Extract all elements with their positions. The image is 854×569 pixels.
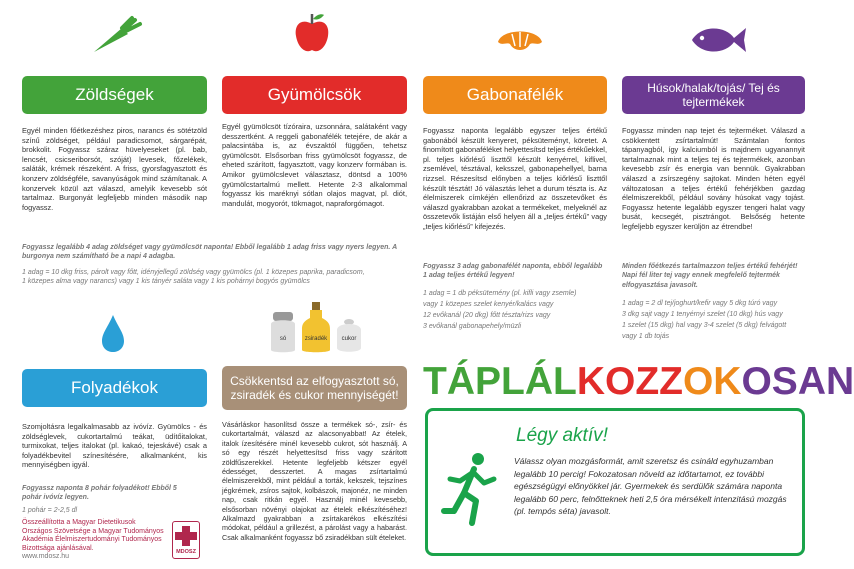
gyumolcsok-body: Egyél gyümölcsöt tízóraira, uzsonnára, salátaként vagy desszertként. A reggeli gabonafélék tetejére, de akár a palacsintába is, az évszaktól függően, tehetsz gyümölcsöt. Elsősorban friss gyümölcsöt fogyassz, de eheted szárított, fagyasztott, vagy konzerv formában is. Amikor gyümölcslevet választasz, döntsd a 100% gyümölcstartalmú mellett. Hetente 2-3 alkalommal fogyassz kis maréknyi sótlan olajos magvat, pl. diót, mandulát, mogyorót, tökmagot, napraforgómagot.: [222, 122, 407, 208]
org-line: Összeállította a Magyar Dietetikusok: [22, 519, 136, 526]
husok-body: Fogyassz minden nap tejet és tejterméket. Válaszd a csökkentett zsírtartalmút! Számtalan fontos tápanyagból, így kalciumból is majdnem ugyanannyit tartalmaznak mint a teljes tej és tejtermékek, azonban kevesebb zsír és energia van bennük. Gyakrabban válaszd a zsírszegény sajtokat. Minden héten egyél változatosan a teljes értékű fehérjékben gazdag élelmiszerekből, például sovány húsokat vagy tojást. Fogyassz hetente legalább egyszer tengeri halat vagy busát, kecsegét, pisztrángot. Belsőség hetente legfeljebb egyszer kerüljön az étrendbe!: [622, 126, 805, 231]
gabonafelek-body: Fogyassz naponta legalább egyszer teljes értékű gabonából készült kenyeret, péksüteményt, köretet. A finomított gabonaféléket helyettesítsd teljes értékűekkel, pl. teljes kiőrlésű liszttől készült kenyérrel, kiflivel, zsemlével, tésztával, keksszel, gabonapehellyel, barna rizzsel. Részesítsd előnyben a teljes kiőrlésű liszttől készült tésztát! Jó választás lehet a durum tészta is. Az élelmiszerek címkéjén ellenőrizd az összetevőket és válaszd gyakrabban azokat a termékeket, melyeknél az összetevők listáján első helyen áll a „teljes értékű” vagy „teljes kiőrlésű” kifejezés.: [423, 126, 607, 231]
banner-gabonafelek: Gabonafélék: [423, 76, 607, 114]
org-line: Akadémia Élelmiszertudományi Tudományos: [22, 536, 162, 544]
oil-bottle-icon: [300, 300, 332, 354]
active-title: Légy aktív!: [516, 425, 608, 446]
brand-part-4: OSAN: [741, 360, 854, 403]
croissant-icon: [494, 22, 546, 58]
brand-part-2: KOZZ: [576, 360, 683, 403]
salt-shaker-icon: [267, 310, 299, 354]
brand-part-1: TÁPLÁL: [423, 360, 577, 403]
org-website-link[interactable]: www.mdosz.hu: [22, 553, 70, 561]
banner-zoldsegek: Zöldségek: [22, 76, 207, 114]
banner-folyadekok: Folyadékok: [22, 369, 207, 407]
active-box: [425, 408, 805, 556]
note-line: 1 közepes alma vagy narancs) vagy 1 kis tányér saláta vagy 1 kis pohárnyi bogyós gyümölcs: [22, 278, 310, 286]
banner-husok: Húsok/halak/tojás/ Tej és tejtermékek: [622, 76, 805, 114]
running-person-icon: [442, 451, 500, 529]
carrot-icon: [88, 14, 144, 56]
zoldsegek-tip: Fogyassz legalább 4 adag zöldséget vagy gyümölcsöt naponta! Ebből legalább 1 adag friss vagy nyers legyen. A burgonya nem számítható be a napi 4 adagba.: [22, 244, 397, 261]
brand-title: [423, 360, 854, 404]
org-line: Bizottsága ajánlásával.: [22, 544, 94, 552]
husok-notes: [622, 298, 805, 342]
org-line: Országos Szövetsége a Magyar Tudományos: [22, 527, 164, 535]
active-text: Válassz olyan mozgásformát, amit szeretsz és csináld egyhuzamban legalább 10 percig! Fokozatosan növeld az időtartamot, ez további egészségügyi előnyökkel jár. Gyermekek és serdülők számára naponta legalább 60 perc, felnőtteknek heti 2,5 óra mérsékelt intenzitású mozgás (pl. tempós séta) javasolt.: [514, 456, 787, 517]
folyadekok-note: 1 pohár = 2-2,5 dl: [22, 507, 78, 514]
jar-label-sugar: cukor: [341, 336, 357, 342]
note-line: vagy 1 közepes szelet kenyér/kalács vagy: [423, 301, 554, 308]
jar-label-fat: zsiradék: [304, 336, 328, 342]
note-line: 1 adag = 10 dkg friss, párolt vagy főtt, idényjellegű zöldség vagy gyümölcs (pl. 1 közepes paprika, paradicsom,: [22, 269, 365, 276]
cross-icon: [173, 524, 199, 548]
folyadekok-body: Szomjoltásra legalkalmasabb az ivóvíz. Gyümölcs - és zöldséglevek, cukortartalmú teákat, üdítőitalokat, turmixokat, teljes italokat (pl. kakaó, tejeskávé) csak a folyadékbevitel színesítésére, alkalmanként, kis mennyiségben igyál.: [22, 422, 207, 470]
note-line: 1 adag = 2 dl tej/joghurt/kefir vagy 5 dkg túró vagy: [622, 300, 778, 307]
apple-icon: [292, 10, 332, 56]
zoldsegek-notes: [22, 268, 417, 287]
brand-part-3: OK: [682, 360, 742, 403]
note-line: 3 evőkanál gabonapehely/müzli: [423, 323, 522, 330]
note-line: 1 szelet (15 dkg) hal vagy 3-4 szelet (5 dkg) felvágott: [622, 322, 787, 329]
folyadekok-tip: Fogyassz naponta 8 pohár folyadékot! Ebből 5 pohár ivóvíz legyen.: [22, 485, 177, 502]
banner-csokkentsd: Csökkentsd az elfogyasztott só, zsiradék és cukor mennyiségét!: [222, 366, 407, 410]
zoldsegek-body: Egyél minden főétkezéshez piros, narancs és sötétzöld színű zöldséget, például paradicsomot, sárgarépát, brokkolit. Fogyassz száraz hüvelyeseket (pl. bab, lencsét, csicseriborsót, szóját) levesek, főzelékek, saláták, krémek részeként. A friss, gyorsfagyasztott és konzerv zöldségféle, savanyúságok mind számítanak. A konzervek közül azt válaszd, amelyik kevesebb sót tartalmaz. Burgonyát legfeljebb minden második nap fogyassz.: [22, 126, 207, 212]
husok-tip: Minden főétkezés tartalmazzon teljes értékű fehérjét! Napi fél liter tej vagy ennek megfelelő tejtermék elfogyasztása javasolt.: [622, 263, 798, 289]
mdosz-logo-text: MDOSZ: [176, 549, 196, 555]
note-line: 3 dkg sajt vagy 1 tenyérnyi szelet (10 dkg) hús vagy: [622, 311, 783, 318]
water-drop-icon: [100, 313, 126, 353]
banner-gyumolcsok: Gyümölcsök: [222, 76, 407, 114]
gabonafelek-tip: Fogyassz 3 adag gabonafélét naponta, ebből legalább 1 adag teljes értékű legyen!: [423, 263, 603, 280]
mdosz-logo: [172, 521, 200, 559]
org-credit: [22, 519, 172, 562]
csokkentsd-body: Vásárláskor hasonlítsd össze a termékek só-, zsír- és cukortartalmát, válaszd az alacsonyabbat! Az ételek, italok ízesítésére minél kevesebb cukrot, sót használj. A só egy részét helyettesítsd friss vagy szárított zöldfűszerekkel. Hetente legfeljebb kétszer egyél édességet, desszertet. A magas zsírtartalmú élelmiszerekből, mint például a torták, kekszek, tejszínes jégkrémek, zsíros sajtok, kolbászok, majonéz, ne minden nap, csak ritkán egyél. Használj minél kevesebb, elsősorban növényi olajokat az ételek elkészítéséhez! Alkalmazd gyakrabban a zsírtakarékos elkészítési módokat, például a grillezést, a párolást vagy a habarást. Csak alkalmanként fogyassz bő zsiradékban sült ételeket.: [222, 420, 407, 542]
jar-label-salt: só: [279, 336, 287, 342]
note-line: vagy 1 db tojás: [622, 333, 670, 340]
note-line: 12 evőkanál (20 dkg) főtt tészta/rizs vagy: [423, 312, 551, 319]
note-line: 1 adag = 1 db péksütemény (pl. kifli vagy zsemle): [423, 290, 577, 297]
gabonafelek-notes: [423, 288, 607, 332]
fish-icon: [688, 24, 748, 56]
sugar-bowl-icon: [334, 316, 364, 354]
